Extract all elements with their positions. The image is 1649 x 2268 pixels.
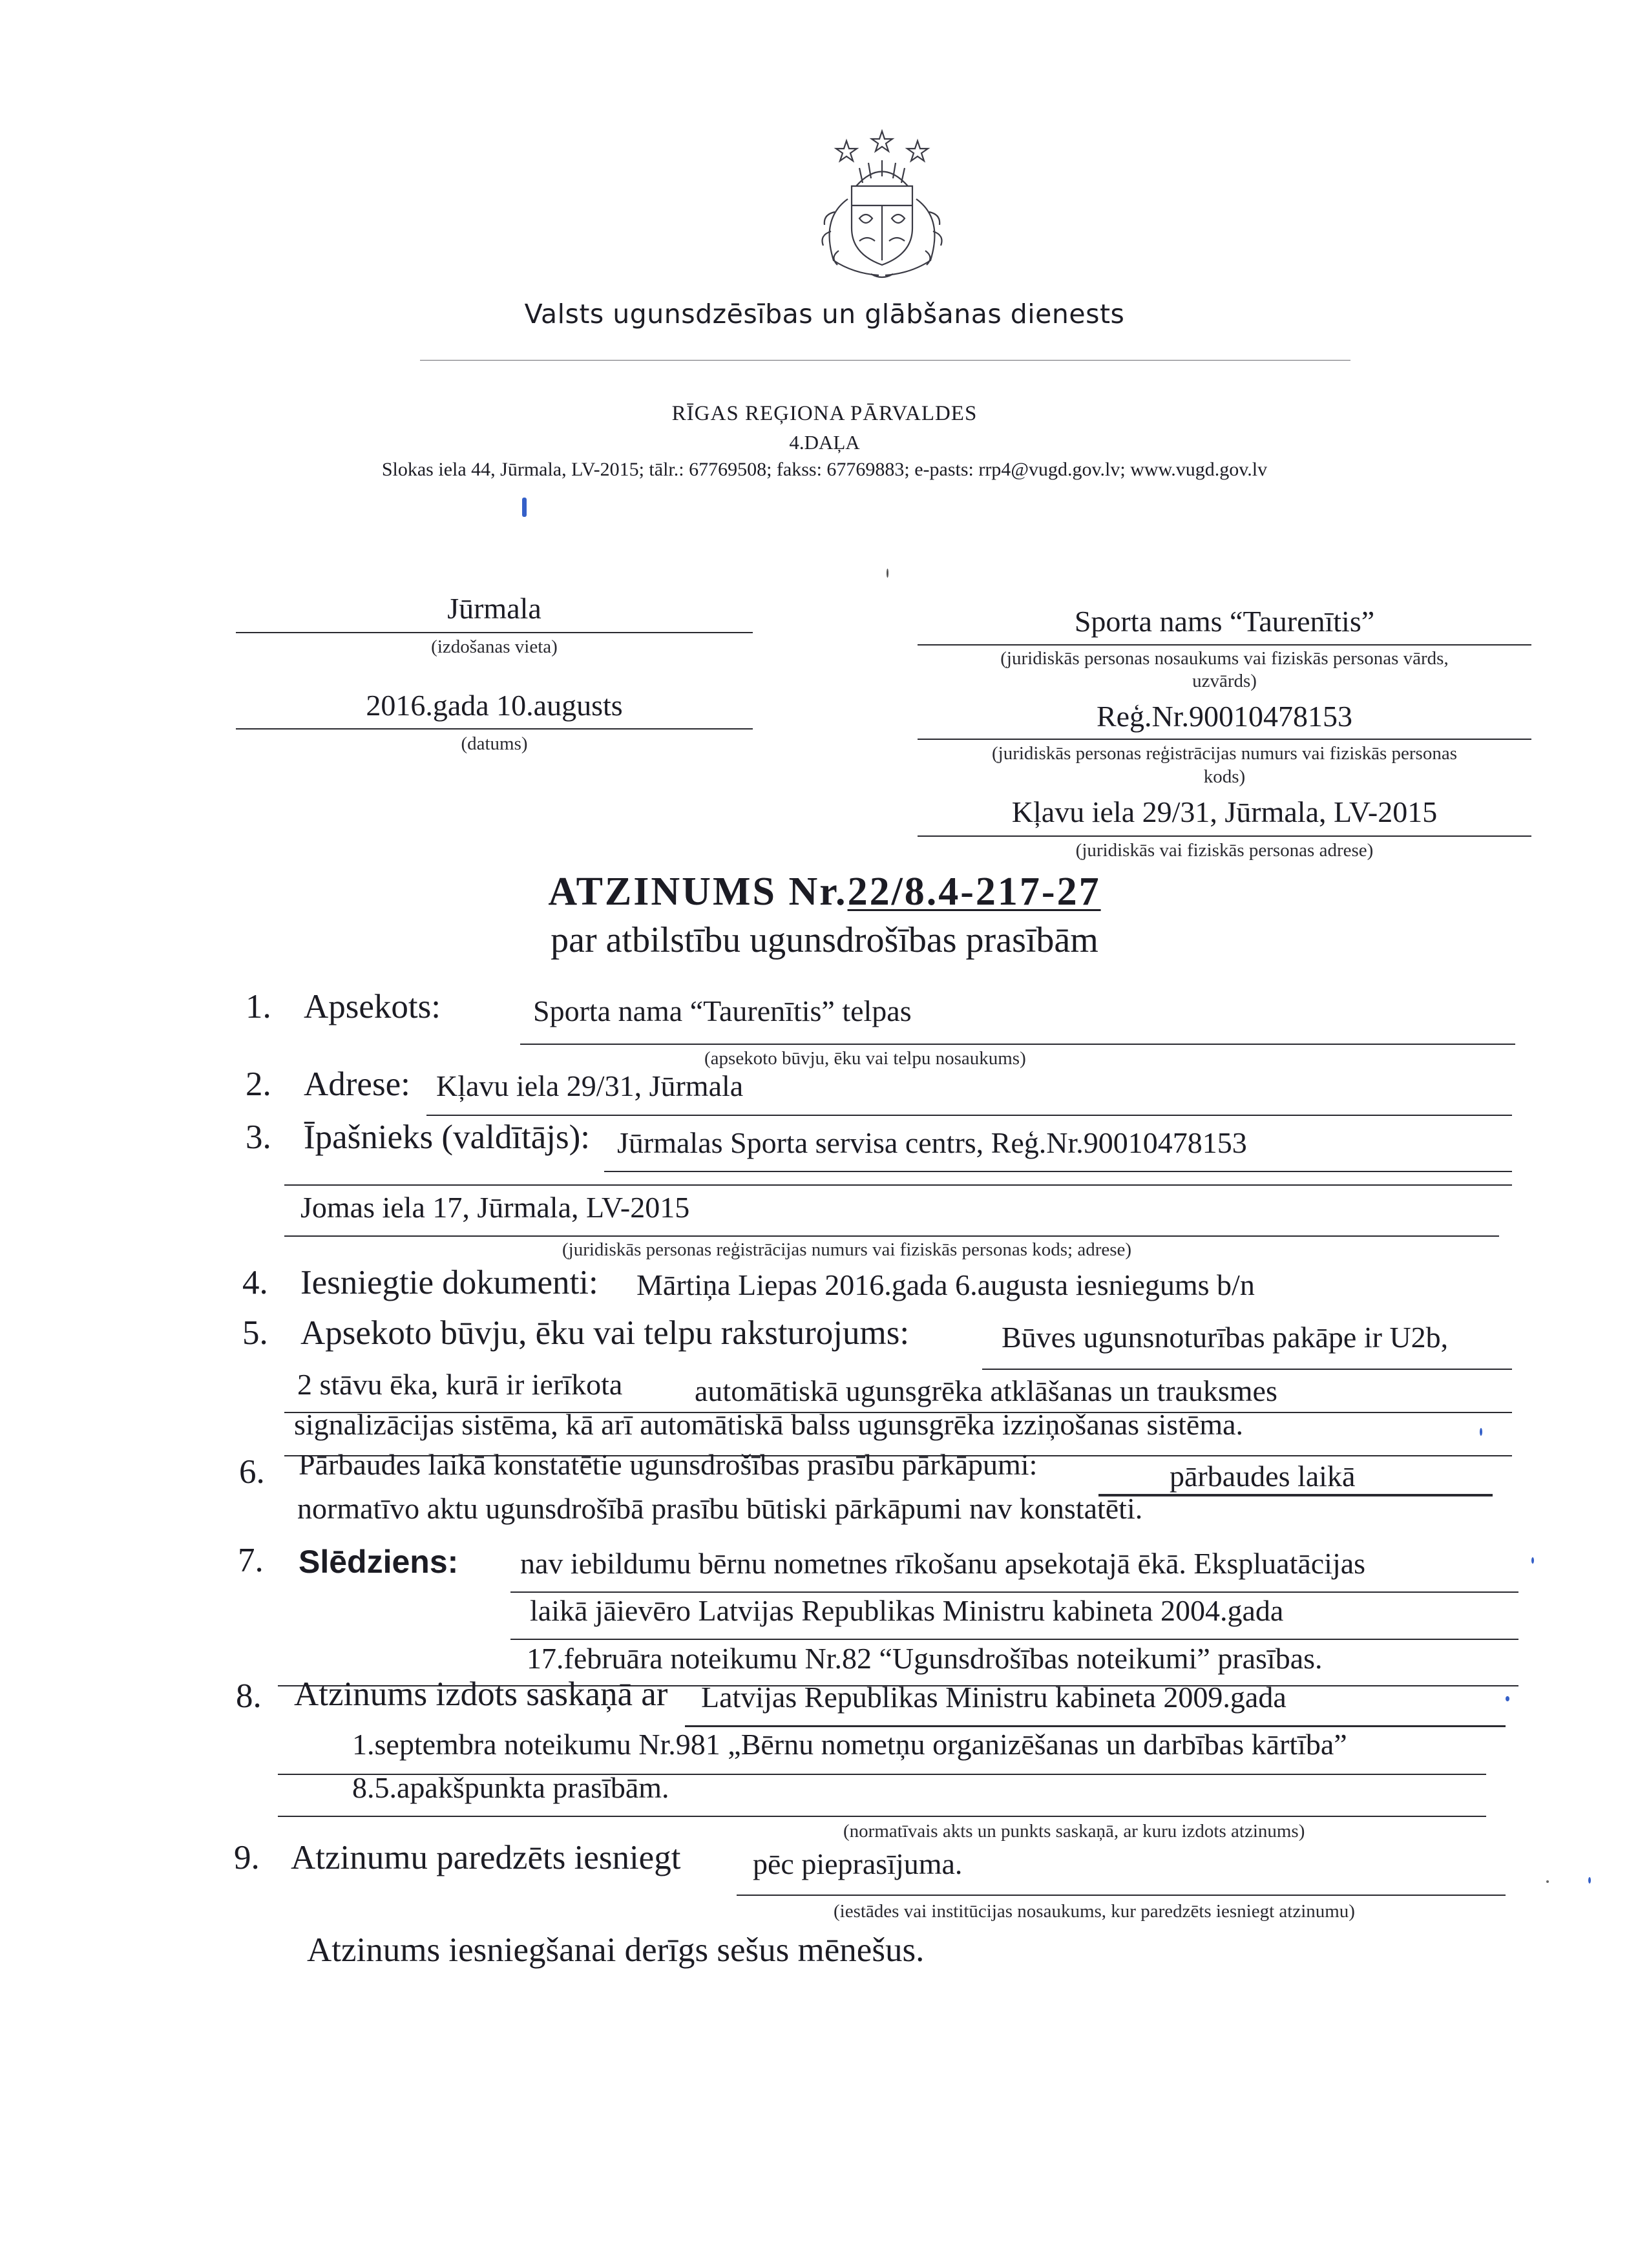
item-5-value-2a: 2 stāvu ēka, kurā ir ierīkota [297, 1368, 623, 1401]
issue-place-line [236, 632, 753, 633]
item-3-value-2: Jomas iela 17, Jūrmala, LV-2015 [300, 1191, 690, 1224]
item-5-label: Apsekoto būvju, ēku vai telpu raksturojums: [300, 1314, 910, 1352]
item-1-label: Apsekots: [304, 988, 441, 1025]
item-4-value: Mārtiņa Liepas 2016.gada 6.augusta iesniegums b/n [636, 1268, 1255, 1301]
contact-info: Slokas iela 44, Jūrmala, LV-2015; tālr.: 67769508; fakss: 67769883; e-pasts: rrp4@vugd.gov.lv; www.vugd.gov.lv [381, 459, 1268, 480]
item-3-label: Īpašnieks (valdītājs): [304, 1118, 591, 1156]
scan-speck [1546, 1880, 1549, 1883]
item-8-number: 8. [236, 1677, 262, 1715]
item-9-value: pēc pieprasījuma. [753, 1847, 963, 1880]
item-7-value-2: laikā jāievēro Latvijas Republikas Ministru kabineta 2004.gada [530, 1594, 1284, 1627]
recipient-name-line [918, 644, 1531, 646]
issue-place-caption: (izdošanas vieta) [431, 636, 558, 657]
title-prefix: ATZINUMS Nr. [548, 870, 848, 914]
department-name: 4.DAĻA [789, 431, 860, 454]
recipient-reg-line [918, 739, 1531, 740]
agency-name: Valsts ugunsdzēsības un glābšanas dienests [524, 299, 1125, 330]
item-5-number: 5. [242, 1314, 268, 1352]
item-8-label: Atzinums izdots saskaņā ar [294, 1675, 668, 1713]
item-3-line-2 [284, 1235, 1499, 1237]
issue-place: Jūrmala [447, 592, 541, 625]
recipient-reg-caption-1: (juridiskās personas reģistrācijas numurs vai fiziskās personas [992, 743, 1457, 764]
item-3-caption: (juridiskās personas reģistrācijas numurs vai fiziskās personas kods; adrese) [562, 1239, 1132, 1260]
item-6-label: Pārbaudes laikā konstatētie ugunsdrošības prasību pārkāpumi: [299, 1448, 1038, 1481]
item-6-value-2: normatīvo aktu ugunsdrošībā prasību būtiski pārkāpumi nav konstatēti. [297, 1492, 1143, 1525]
item-1-value: Sporta nama “Taurenītis” telpas [533, 994, 912, 1027]
item-8-line-3 [278, 1816, 1486, 1817]
item-2-line [426, 1115, 1512, 1116]
item-5-line [982, 1369, 1512, 1370]
document-title [0, 869, 1649, 915]
item-3-line [604, 1171, 1512, 1172]
region-name: RĪGAS REĢIONA PĀRVALDES [671, 402, 978, 425]
item-2-value: Kļavu iela 29/31, Jūrmala [436, 1069, 744, 1102]
recipient-name: Sporta nams “Taurenītis” [1074, 605, 1375, 638]
item-7-line-2 [510, 1639, 1518, 1640]
item-6-line [1098, 1494, 1493, 1496]
item-3-value: Jūrmalas Sporta servisa centrs, Reģ.Nr.90010478153 [617, 1126, 1247, 1159]
item-1-caption: (apsekoto būvju, ēku vai telpu nosaukums) [704, 1048, 1026, 1069]
item-2-number: 2. [246, 1066, 271, 1103]
item-9-number: 9. [234, 1839, 260, 1876]
item-5-value-2b: automātiskā ugunsgrēka atklāšanas un trauksmes [695, 1374, 1277, 1407]
recipient-name-caption-2: uzvārds) [1192, 671, 1257, 691]
ink-speck [522, 498, 527, 517]
item-8-value: Latvijas Republikas Ministru kabineta 2009.gada [701, 1681, 1287, 1714]
item-4-label: Iesniegtie dokumenti: [300, 1264, 598, 1301]
recipient-name-caption-1: (juridiskās personas nosaukums vai fiziskās personas vārds, [1000, 648, 1449, 669]
item-1-line [520, 1044, 1515, 1045]
document-subtitle: par atbilstību ugunsdrošības prasībām [551, 920, 1098, 960]
recipient-reg-caption-2: kods) [1203, 766, 1246, 787]
recipient-address: Kļavu iela 29/31, Jūrmala, LV-2015 [1011, 795, 1438, 828]
item-6-value: pārbaudes laikā [1170, 1460, 1356, 1493]
recipient-address-caption: (juridiskās vai fiziskās personas adrese) [1075, 840, 1374, 861]
item-7-value-3: 17.februāra noteikumu Nr.82 “Ugunsdrošības noteikumi” prasības. [527, 1642, 1323, 1675]
item-8-value-3: 8.5.apakšpunkta prasībām. [352, 1771, 669, 1804]
item-1-number: 1. [246, 988, 271, 1025]
scan-speck [887, 569, 888, 578]
ink-speck [1506, 1696, 1509, 1701]
item-5-value: Būves ugunsnoturības pakāpe ir U2b, [1002, 1321, 1449, 1354]
item-9-label: Atzinumu paredzēts iesniegt [291, 1839, 681, 1876]
item-6-number: 6. [239, 1453, 265, 1491]
item-7-label: Slēdziens: [299, 1544, 459, 1580]
item-5-value-3: signalizācijas sistēma, kā arī automātiskā balss ugunsgrēka izziņošanas sistēma. [294, 1408, 1244, 1441]
item-3-number: 3. [246, 1118, 271, 1156]
item-8-caption: (normatīvais akts un punkts saskaņā, ar kuru izdots atzinums) [843, 1821, 1305, 1842]
ink-speck [1531, 1557, 1534, 1564]
item-7-value: nav iebildumu bērnu nometnes rīkošanu apsekotajā ēkā. Ekspluatācijas [520, 1547, 1366, 1580]
document-number: 22/8.4-217-27 [847, 870, 1101, 914]
header-divider [420, 360, 1350, 361]
latvia-coat-of-arms-icon [795, 121, 969, 283]
ink-speck [1588, 1877, 1591, 1884]
item-7-line [510, 1591, 1518, 1593]
item-3-separator [284, 1184, 1512, 1186]
issue-date-line [236, 728, 753, 730]
item-8-value-2: 1.septembra noteikumu Nr.981 „Bērnu nometņu organizēšanas un darbības kārtība” [352, 1728, 1347, 1761]
item-7-number: 7. [238, 1542, 264, 1579]
issue-date: 2016.gada 10.augusts [366, 689, 623, 722]
recipient-address-line [918, 835, 1531, 837]
validity-statement: Atzinums iesniegšanai derīgs sešus mēnešus. [307, 1931, 925, 1969]
item-9-line [737, 1895, 1506, 1896]
recipient-reg-number: Reģ.Nr.90010478153 [1096, 700, 1353, 733]
issue-date-caption: (datums) [461, 733, 528, 754]
item-9-caption: (iestādes vai institūcijas nosaukums, kur paredzēts iesniegt atzinumu) [834, 1901, 1355, 1922]
item-2-label: Adrese: [304, 1066, 410, 1103]
ink-speck [1480, 1428, 1482, 1436]
item-4-number: 4. [242, 1264, 268, 1301]
